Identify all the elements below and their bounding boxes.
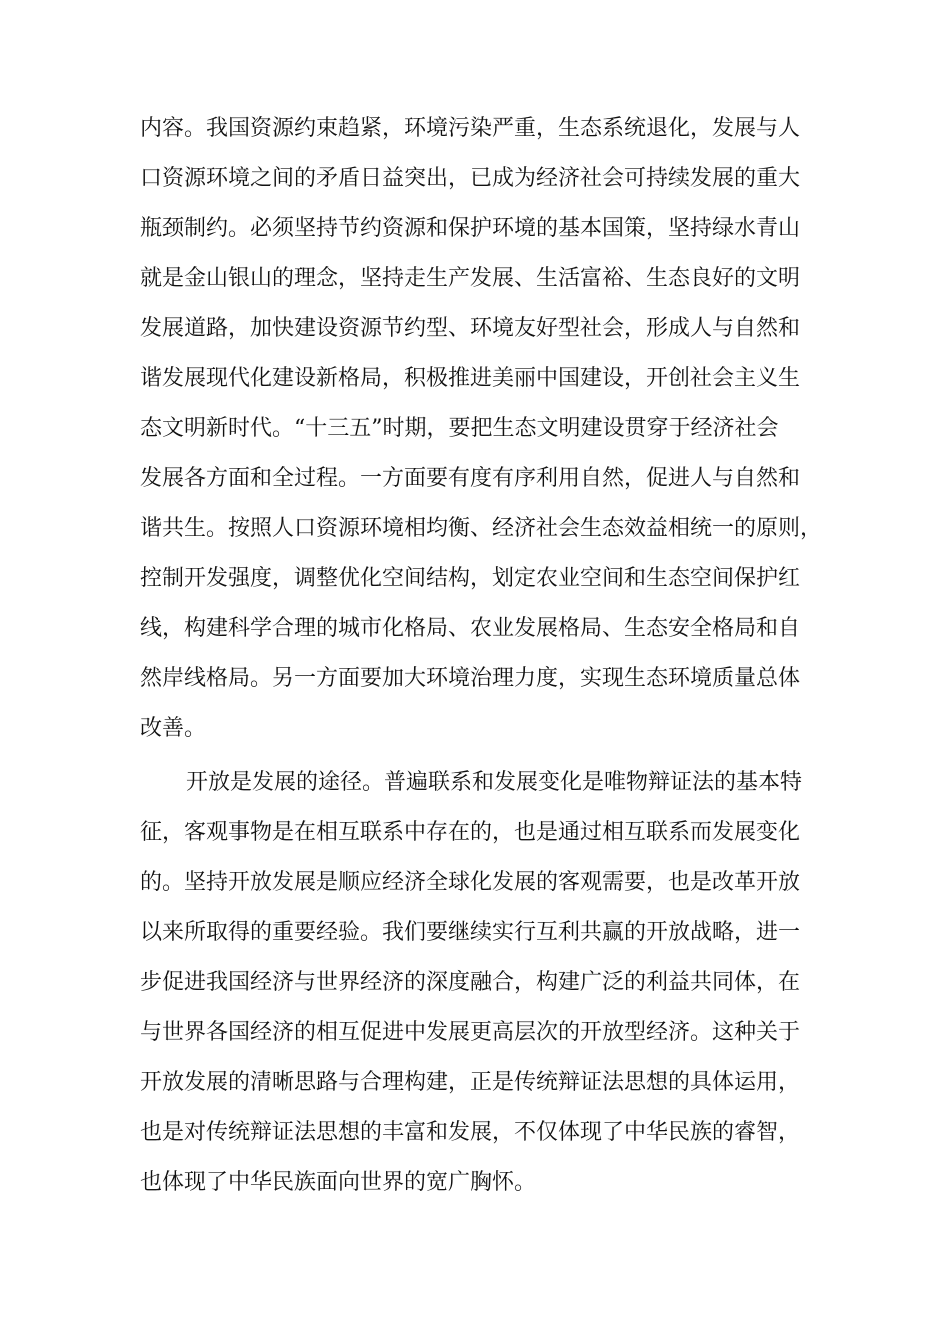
text-line: 步促进我国经济与世界经济的深度融合，构建广泛的利益共同体，在 [140, 970, 801, 995]
text-line: 也体现了中华民族面向世界的宽广胸怀。 [140, 1170, 537, 1195]
text-line: 开放是发展的途径。普遍联系和发展变化是唯物辩证法的基本特 [186, 770, 803, 795]
text-line: 发展道路，加快建设资源节约型、环境友好型社会，形成人与自然和 [140, 316, 801, 341]
text-line: 的。坚持开放发展是顺应经济全球化发展的客观需要，也是改革开放 [140, 870, 801, 895]
text-line: 然岸线格局。另一方面要加大环境治理力度，实现生态环境质量总体 [140, 666, 801, 691]
text-line: 内容。我国资源约束趋紧，环境污染严重，生态系统退化，发展与人 [140, 116, 801, 141]
text-line: 也是对传统辩证法思想的丰富和发展，不仅体现了中华民族的睿智， [140, 1120, 801, 1145]
text-line: 征，客观事物是在相互联系中存在的，也是通过相互联系而发展变化 [140, 820, 801, 845]
text-line: 谐发展现代化建设新格局，积极推进美丽中国建设，开创社会主义生 [140, 366, 801, 391]
text-line: 谐共生。按照人口资源环境相均衡、经济社会生态效益相统一的原则， [140, 516, 823, 541]
text-line: 态文明新时代。“十三五”时期，要把生态文明建设贯穿于经济社会 [140, 416, 779, 441]
text-line: 开放发展的清晰思路与合理构建，正是传统辩证法思想的具体运用， [140, 1070, 801, 1095]
text-line: 控制开发强度，调整优化空间结构，划定农业空间和生态空间保护红 [140, 566, 801, 591]
text-line: 线，构建科学合理的城市化格局、农业发展格局、生态安全格局和自 [140, 616, 801, 641]
text-line: 以来所取得的重要经验。我们要继续实行互利共赢的开放战略，进一 [140, 920, 801, 945]
text-line: 口资源环境之间的矛盾日益突出，已成为经济社会可持续发展的重大 [140, 166, 801, 191]
text-line: 发展各方面和全过程。一方面要有度有序利用自然，促进人与自然和 [140, 466, 801, 491]
text-line: 改善。 [140, 716, 207, 741]
text-line: 就是金山银山的理念，坚持走生产发展、生活富裕、生态良好的文明 [140, 266, 801, 291]
text-line: 瓶颈制约。必须坚持节约资源和保护环境的基本国策，坚持绿水青山 [140, 216, 801, 241]
text-line: 与世界各国经济的相互促进中发展更高层次的开放型经济。这种关于 [140, 1020, 801, 1045]
